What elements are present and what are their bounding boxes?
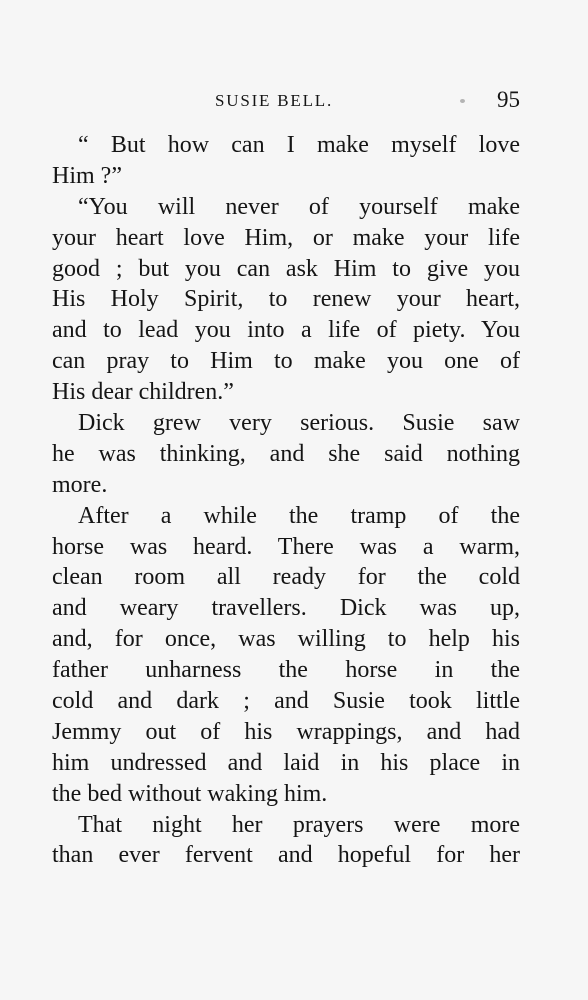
text-line: the bed without waking him. xyxy=(52,780,328,807)
text-line: he was thinking, and she said nothing xyxy=(52,440,520,467)
text-line: good ; but you can ask Him to give you xyxy=(52,255,520,282)
text-line: him undressed and laid in his place in xyxy=(52,749,520,776)
text-line: than ever fervent and hopeful for her xyxy=(52,842,520,869)
text-line: horse was heard. There was a warm, xyxy=(52,533,520,560)
text-line: and weary travellers. Dick was up, xyxy=(52,595,520,622)
text-line: cold and dark ; and Susie took little xyxy=(52,688,520,715)
text-line: more. xyxy=(52,471,108,498)
text-line: your heart love Him, or make your life xyxy=(52,224,520,251)
text-line: Dick grew very serious. Susie saw xyxy=(78,410,520,437)
text-line: father unharness the horse in the xyxy=(52,657,520,684)
text-line: After a while the tramp of the xyxy=(78,502,520,529)
text-line: and, for once, was willing to help his xyxy=(52,626,520,653)
ink-speck xyxy=(460,99,465,103)
body-text xyxy=(52,130,520,871)
text-line: Jemmy out of his wrappings, and had xyxy=(52,718,520,745)
page-number: 95 xyxy=(497,87,520,112)
text-line: Him ?” xyxy=(52,162,122,189)
text-line: clean room all ready for the cold xyxy=(52,564,520,591)
running-header xyxy=(52,84,520,118)
text-line: His dear children.” xyxy=(52,379,234,406)
text-line: “ But how can I make myself love xyxy=(78,132,520,158)
text-line: That night her prayers were more xyxy=(78,811,520,838)
text-line: His Holy Spirit, to renew your heart, xyxy=(52,286,520,313)
text-line: and to lead you into a life of piety. You xyxy=(52,317,520,344)
text-line: “You will never of yourself make xyxy=(78,193,520,220)
running-title: SUSIE BELL. xyxy=(215,91,334,110)
text-line: can pray to Him to make you one of xyxy=(52,348,520,375)
